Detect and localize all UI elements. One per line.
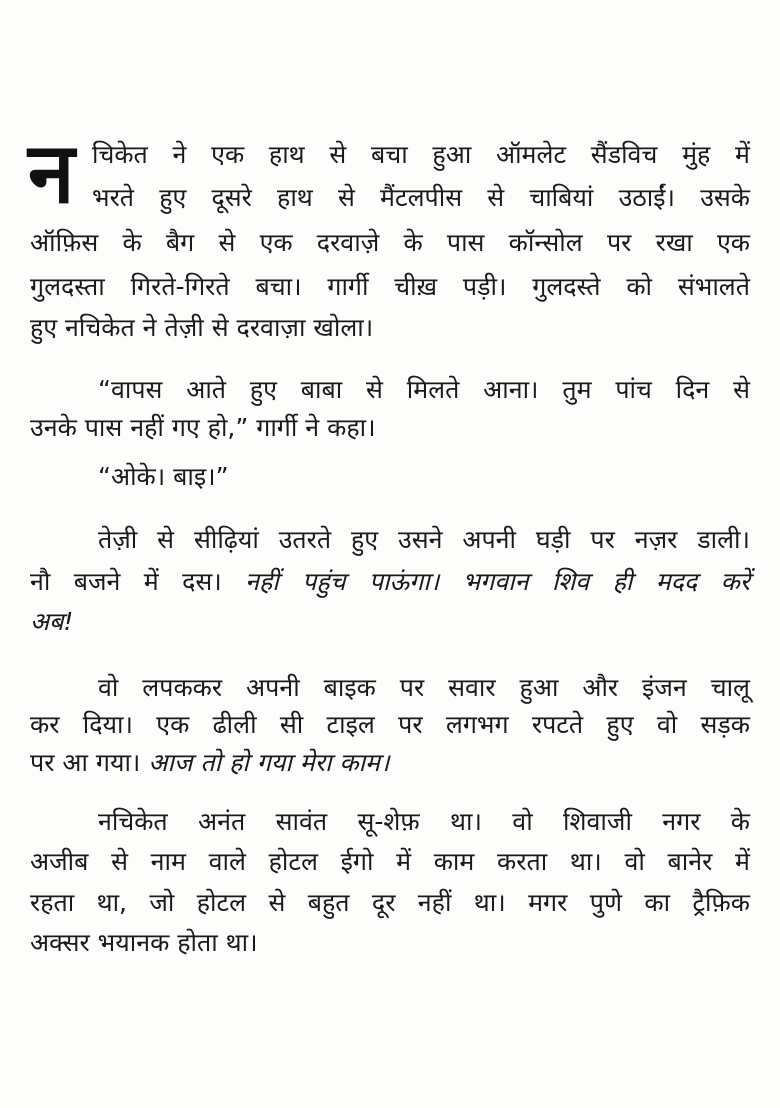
text-line [30,924,750,962]
text-line [30,224,750,262]
drop-cap: न [28,124,75,222]
line-text: नौ बजने में दस। [30,567,222,596]
line-text: हुए नचिकेत ने तेज़ी से दरवाज़ा खोला। [30,313,374,342]
text-line [30,268,750,306]
text-line [98,669,750,707]
text-line [30,884,750,922]
line-text: “ओके। बाइ।” [98,462,229,491]
line-text: तेज़ी से सीढ़ियां उतरते हुए उसने अपनी घड़ी पर नज़र डाली। [98,525,750,554]
line-text: नचिकेत अनंत सावंत सू-शेफ़ था। वो शिवाजी नगर के [98,807,750,836]
text-line [30,309,750,347]
line-text: ऑफ़िस के बैग से एक दरवाज़े के पास कॉन्सोल पर रखा एक [30,228,750,257]
italic-thought: अब! [30,607,74,636]
line-text: उनके पास नहीं गए हो,” गार्गी ने कहा। [30,413,376,442]
text-line [30,706,750,744]
line-text: वो लपककर अपनी बाइक पर सवार हुआ और इंजन चालू [98,673,750,702]
text-line [30,603,750,641]
text-line [92,136,750,174]
text-line [98,803,750,841]
line-text: कर दिया। एक ढीली सी टाइल पर लगभग रपटते हुए वो सड़क [30,710,750,739]
text-line [30,843,750,881]
text-line [98,458,750,496]
line-text: अजीब से नाम वाले होटल ईगो में काम करता था। वो बानेर में [30,847,750,876]
text-line [92,179,750,217]
line-text: गुलदस्ता गिरते-गिरते बचा। गार्गी चीख़ पड़ी। गुलदस्ते को संभालते [30,272,750,301]
italic-thought: नहीं पहुंच पाऊंगा। भगवान शिव ही मदद करें [221,567,750,596]
text-line [98,371,750,409]
text-line [98,521,750,559]
line-text: “वापस आते हुए बाबा से मिलते आना। तुम पांच दिन से [98,375,750,404]
text-line [30,563,750,601]
italic-thought: आज तो हो गया मेरा काम। [140,748,390,777]
line-text: अक्सर भयानक होता था। [30,928,258,957]
text-line [30,409,750,447]
line-text: भरते हुए दूसरे हाथ से मैंटलपीस से चाबियां उठाईं। उसके [92,183,750,212]
line-text: चिकेत ने एक हाथ से बचा हुआ ऑमलेट सैंडविच मुंह में [92,140,750,169]
line-text: रहता था, जो होटल से बहुत दूर नहीं था। मगर पुणे का ट्रैफ़िक [30,888,750,917]
line-text: पर आ गया। [30,748,141,777]
text-line [30,744,750,782]
